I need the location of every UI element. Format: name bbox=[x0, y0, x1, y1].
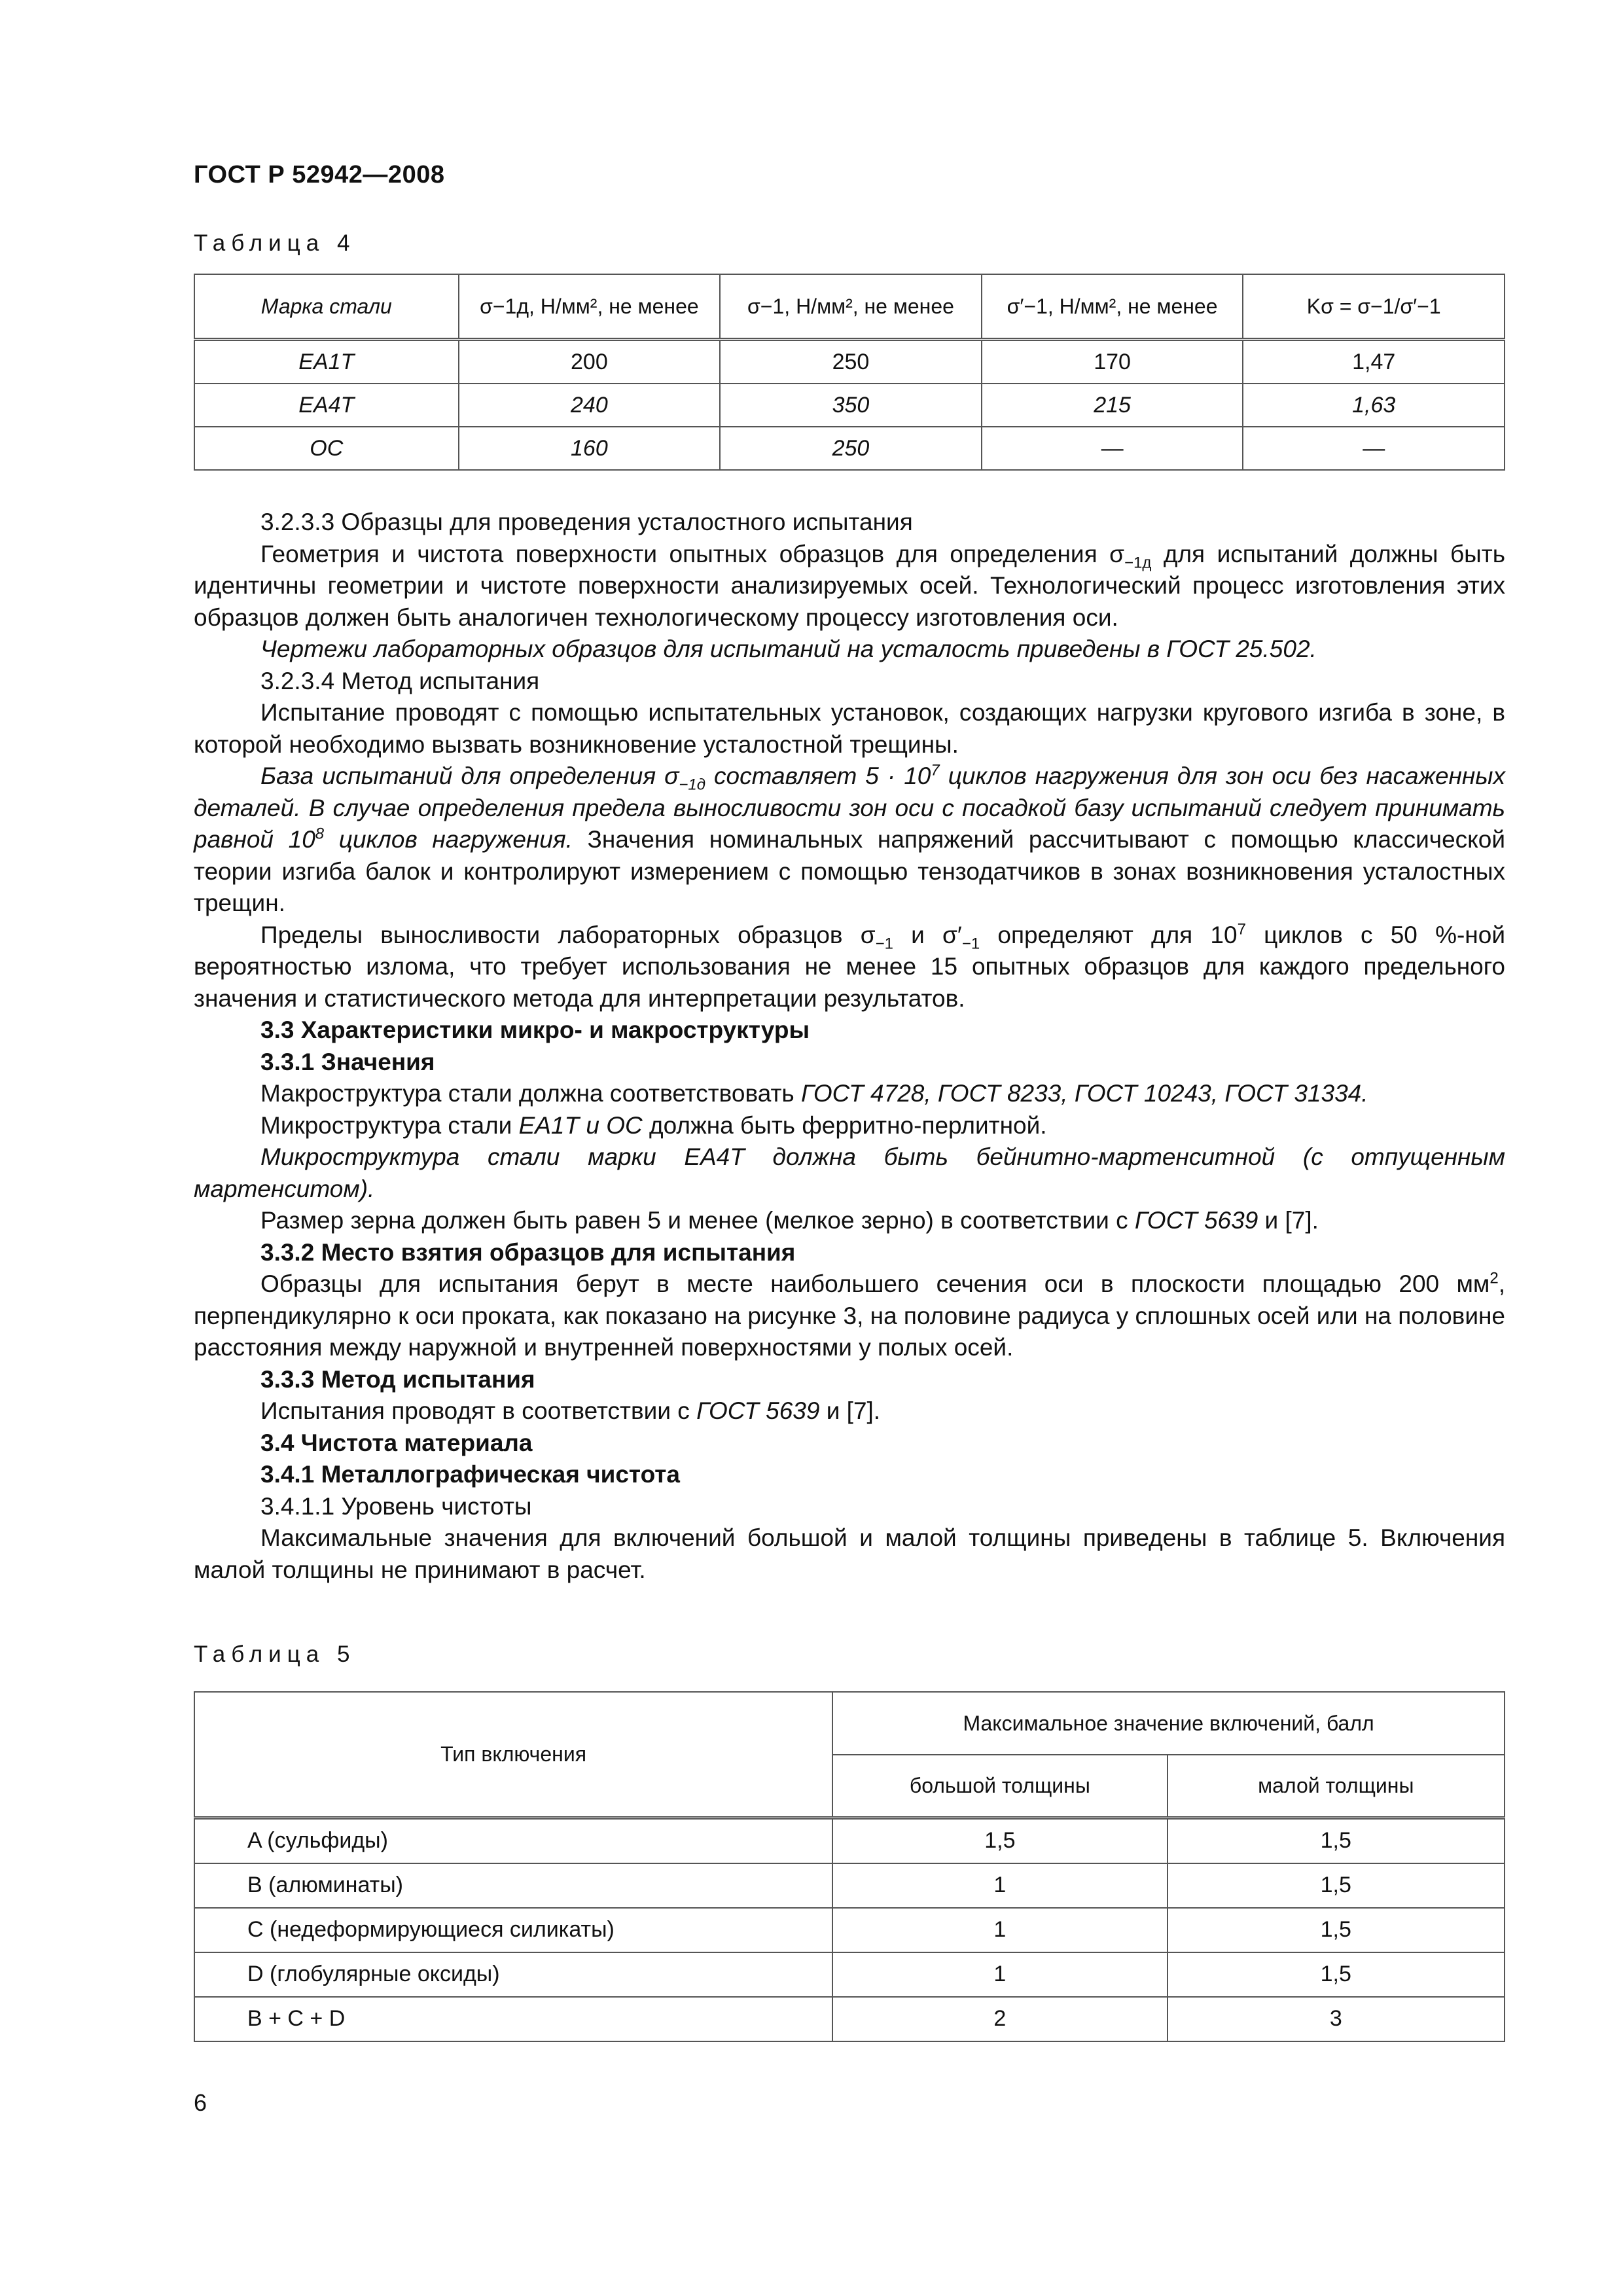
table-cell: 1 bbox=[832, 1863, 1167, 1908]
section-heading: 3.3.1 Значения bbox=[260, 1048, 435, 1075]
table5-head-type: Тип включения bbox=[194, 1692, 832, 1818]
text-run: циклов нагружения. bbox=[324, 826, 573, 853]
table-row bbox=[194, 1952, 1505, 1997]
table-cell: 1 bbox=[832, 1908, 1167, 1952]
subscript: −1д bbox=[1124, 553, 1152, 571]
table-4 bbox=[194, 274, 1505, 471]
section-heading: 3.3.3 Метод испытания bbox=[260, 1365, 535, 1393]
table-cell: 170 bbox=[982, 340, 1243, 384]
text-run: определяют для 10 bbox=[980, 921, 1238, 948]
text-run: EA1T и OC bbox=[518, 1111, 643, 1139]
table4-head-steel: Марка стали bbox=[194, 274, 459, 340]
table-cell: 1,5 bbox=[1168, 1818, 1505, 1863]
table5-head-max: Максимальное значение включений, балл bbox=[832, 1692, 1505, 1755]
paragraph: Чертежи лабораторных образцов для испытаний на усталость приведены в ГОСТ 25.502. bbox=[260, 636, 1317, 662]
text-run: должна быть ферритно-перлитной. bbox=[642, 1111, 1047, 1139]
table5-header-row bbox=[194, 1692, 1505, 1755]
doc-header: ГОСТ Р 52942—2008 bbox=[194, 161, 445, 188]
body-text bbox=[194, 507, 1505, 1586]
table-row bbox=[194, 340, 1505, 384]
table-cell: 250 bbox=[720, 427, 982, 470]
table-cell: 215 bbox=[982, 384, 1243, 427]
text-run: ГОСТ 5639 bbox=[1134, 1207, 1258, 1234]
table-cell: A (сульфиды) bbox=[194, 1818, 832, 1863]
table-cell: 1,5 bbox=[1168, 1908, 1505, 1952]
table-cell: EA1T bbox=[194, 340, 459, 384]
text-run: , перпендикулярно к оси проката, как показано на рисунке 3, на половине радиуса у сплошных осей или на половине расстояния между наружной и внутренней поверхностями у полых осей. bbox=[194, 1270, 1505, 1361]
table-cell: 1 bbox=[832, 1952, 1167, 1997]
table-cell: 160 bbox=[459, 427, 721, 470]
section-heading: 3.3 Характеристики микро- и макроструктуры bbox=[260, 1016, 810, 1043]
paragraph: Испытание проводят с помощью испытательных установок, создающих нагрузки кругового изгиба в зоне, в которой необходимо вызвать возникновение усталостной трещины. bbox=[194, 699, 1505, 758]
text-run: Пределы выносливости лабораторных образцов σ bbox=[260, 921, 876, 948]
text-run: Образцы для испытания берут в месте наибольшего сечения оси в плоскости площадью 200 мм bbox=[260, 1270, 1490, 1297]
table4-caption: Таблица 4 bbox=[194, 230, 356, 256]
table-row bbox=[194, 427, 1505, 470]
paragraph bbox=[194, 920, 1505, 1015]
subscript: −1д bbox=[679, 776, 706, 794]
sigma-symbol: σ bbox=[1109, 540, 1124, 567]
section-heading: 3.4.1 Металлографическая чистота bbox=[260, 1461, 680, 1488]
table4-head-ksigma: Kσ = σ−1/σ′−1 bbox=[1243, 274, 1505, 340]
superscript: 8 bbox=[315, 825, 325, 843]
text-run: и σ′ bbox=[893, 921, 962, 948]
table4-head-sigma1prime: σ′−1, Н/мм², не менее bbox=[982, 274, 1243, 340]
table-5 bbox=[194, 1691, 1505, 2042]
table-cell: 1,47 bbox=[1243, 340, 1505, 384]
page-number: 6 bbox=[194, 2089, 207, 2116]
table-cell: 250 bbox=[720, 340, 982, 384]
text-run: циклов с 50 %-ной вероятностью излома, что требует использования не менее 15 опытных образцов для каждого предельного значения и статистического метода для интерпретации результатов. bbox=[194, 921, 1505, 1012]
paragraph bbox=[194, 761, 1505, 920]
table-cell: 1,63 bbox=[1243, 384, 1505, 427]
table4-head-sigma1: σ−1, Н/мм², не менее bbox=[720, 274, 982, 340]
table-cell: 1,5 bbox=[832, 1818, 1167, 1863]
table-cell: — bbox=[982, 427, 1243, 470]
text-run: составляет 5 · 10 bbox=[705, 762, 931, 789]
superscript: 7 bbox=[1237, 920, 1246, 939]
text-run: Испытания проводят в соответствии с bbox=[260, 1397, 697, 1424]
paragraph bbox=[194, 1110, 1505, 1142]
table-row bbox=[194, 1863, 1505, 1908]
text-run: циклов нагружения для зон оси без насаженных деталей. В случае определения предела выносливости зон оси с посадкой базу испытаний следует принимать равной 10 bbox=[194, 762, 1506, 853]
table-cell: B (алюминаты) bbox=[194, 1863, 832, 1908]
text-run: ГОСТ 4728, ГОСТ 8233, ГОСТ 10243, ГОСТ 31334. bbox=[800, 1080, 1368, 1107]
paragraph: 3.2.3.3 Образцы для проведения усталостного испытания bbox=[260, 509, 913, 535]
section-heading: 3.4 Чистота материала bbox=[260, 1429, 533, 1456]
text-run: для испытаний должны быть идентичны геометрии и чистоте поверхности анализируемых осей. Технологический процесс изготовления этих образцов должен быть аналогичен технологическому процессу изготовления оси. bbox=[194, 540, 1505, 631]
table-cell: 2 bbox=[832, 1997, 1167, 2041]
text-run: Микроструктура стали bbox=[260, 1111, 519, 1139]
table-cell: C (недеформирующиеся силикаты) bbox=[194, 1908, 832, 1952]
table-cell: OC bbox=[194, 427, 459, 470]
text-run: и [7]. bbox=[819, 1397, 881, 1424]
table-cell: EA4T bbox=[194, 384, 459, 427]
table-cell: 1,5 bbox=[1168, 1952, 1505, 1997]
table-row bbox=[194, 384, 1505, 427]
superscript: 7 bbox=[931, 761, 940, 780]
sigma-symbol: σ bbox=[664, 762, 679, 789]
paragraph bbox=[194, 1268, 1505, 1364]
table-row bbox=[194, 1818, 1505, 1863]
subscript: −1 bbox=[961, 934, 980, 952]
text-run: Размер зерна должен быть равен 5 и менее (мелкое зерно) в соответствии с bbox=[260, 1207, 1135, 1234]
superscript: 2 bbox=[1489, 1269, 1499, 1287]
table-row bbox=[194, 1997, 1505, 2041]
table-cell: 240 bbox=[459, 384, 721, 427]
table-cell: 3 bbox=[1168, 1997, 1505, 2041]
paragraph bbox=[194, 1205, 1505, 1237]
paragraph: 3.4.1.1 Уровень чистоты bbox=[260, 1492, 532, 1520]
table4-head-sigma1d: σ−1д, Н/мм², не менее bbox=[459, 274, 721, 340]
table-cell: 200 bbox=[459, 340, 721, 384]
table-row bbox=[194, 1908, 1505, 1952]
paragraph bbox=[194, 539, 1505, 634]
paragraph bbox=[194, 1078, 1505, 1110]
table-cell: B + C + D bbox=[194, 1997, 832, 2041]
subscript: −1 bbox=[875, 934, 893, 952]
table-cell: 1,5 bbox=[1168, 1863, 1505, 1908]
paragraph bbox=[194, 1395, 1505, 1427]
table5-head-big: большой толщины bbox=[832, 1755, 1167, 1818]
table-cell: — bbox=[1243, 427, 1505, 470]
section-heading: 3.3.2 Место взятия образцов для испытания bbox=[260, 1238, 796, 1266]
paragraph: Микроструктура стали марки EA4T должна быть бейнитно-мартенситной (с отпущенным мартенситом). bbox=[194, 1143, 1505, 1202]
table5-head-small: малой толщины bbox=[1168, 1755, 1505, 1818]
text-run: и [7]. bbox=[1258, 1207, 1319, 1234]
text-run: ГОСТ 5639 bbox=[696, 1397, 820, 1424]
text-run: Макроструктура стали должна соответствовать bbox=[260, 1080, 801, 1107]
text-run: Значения номинальных напряжений рассчитывают с помощью классической теории изгиба балок и контролируют измерением с помощью тензодатчиков в зонах возникновения усталостных трещин. bbox=[194, 826, 1505, 916]
paragraph: Максимальные значения для включений большой и малой толщины приведены в таблице 5. Включения малой толщины не принимают в расчет. bbox=[194, 1524, 1505, 1583]
table5-caption: Таблица 5 bbox=[194, 1641, 356, 1667]
text-run: База испытаний для определения bbox=[260, 762, 665, 789]
paragraph: 3.2.3.4 Метод испытания bbox=[260, 667, 540, 694]
table-cell: 350 bbox=[720, 384, 982, 427]
table-cell: D (глобулярные оксиды) bbox=[194, 1952, 832, 1997]
text-run: Геометрия и чистота поверхности опытных образцов для определения bbox=[260, 540, 1110, 567]
table4-header-row bbox=[194, 274, 1505, 340]
